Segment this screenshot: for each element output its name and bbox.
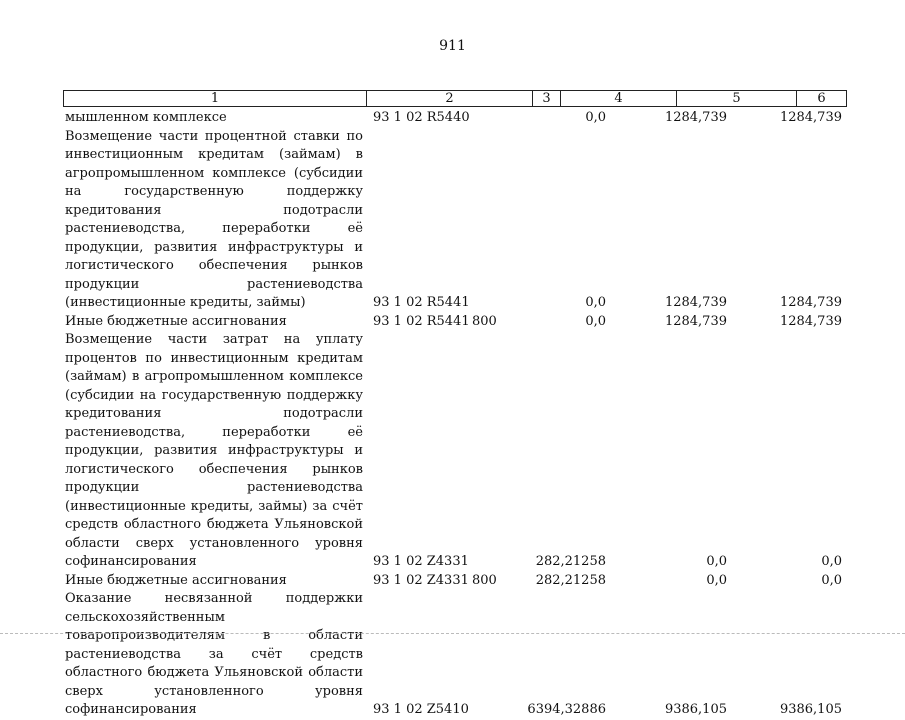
row-value-5: 1284,739 xyxy=(664,295,727,310)
row-description: Иные бюджетные ассигнования xyxy=(65,572,287,588)
scan-edge-line xyxy=(0,633,905,634)
header-col-1: 1 xyxy=(210,91,220,106)
row-code: 93 1 02 R5441 xyxy=(373,313,470,329)
row-value-6: 1284,739 xyxy=(779,313,842,329)
row-value-6: 1284,739 xyxy=(779,110,842,125)
header-col-4: 4 xyxy=(614,91,623,106)
row-value-5: 0,0 xyxy=(706,572,727,588)
header-col-6: 6 xyxy=(817,91,826,106)
table-body xyxy=(0,109,905,720)
row-value-4: 282,21258 xyxy=(535,572,606,588)
row-value-6: 0,0 xyxy=(821,554,842,569)
header-col-2: 2 xyxy=(445,91,454,106)
row-kind: 800 xyxy=(472,572,497,588)
row-value-4: 282,21258 xyxy=(535,554,606,569)
row-description: Оказание несвязанной поддержки сельскохозяйственным товаропроизводителям в области растениеводства за счёт средств областного бюджета Ульяновской области сверх установленного уровня софинансирования xyxy=(65,591,363,717)
row-value-4: 0,0 xyxy=(585,295,606,310)
row-code: 93 1 02 Z5410 xyxy=(373,702,469,717)
table-row xyxy=(0,331,905,572)
row-code: 93 1 02 Z4331 xyxy=(373,572,469,588)
row-value-5: 1284,739 xyxy=(664,110,727,125)
table-row xyxy=(0,590,905,720)
table-header xyxy=(63,90,847,107)
table-row xyxy=(0,109,905,128)
row-value-6: 9386,105 xyxy=(779,702,842,717)
row-description: Возмещение части затрат на уплату процентов по инвестиционным кредитам (займам) в агропромышленном комплексе (субсидии на государственную поддержку кредитования подотрасли растениеводства, переработки её продукции, развития инфраструктуры и логистического обеспечения рынков продукции растениеводства (инвестиционные кредиты, займы) за счёт средств областного бюджета Ульяновской области сверх установленного уровня софинансирования xyxy=(65,332,363,569)
row-value-5: 9386,105 xyxy=(664,702,727,717)
header-col-3: 3 xyxy=(542,91,551,106)
header-col-5: 5 xyxy=(732,91,741,106)
row-code: 93 1 02 R5441 xyxy=(373,295,470,310)
row-value-6: 0,0 xyxy=(821,572,842,588)
row-value-5: 1284,739 xyxy=(664,313,727,329)
row-value-5: 0,0 xyxy=(706,554,727,569)
row-description: Возмещение части процентной ставки по инвестиционным кредитам (займам) в агропромышленном комплексе (субсидии на государственную поддержку кредитования подотрасли растениеводства, переработки её продукции, развития инфраструктуры и логистического обеспечения рынков продукции растениеводства (инвестиционные кредиты, займы) xyxy=(65,128,363,310)
row-code: 93 1 02 Z4331 xyxy=(373,554,469,569)
row-code: 93 1 02 R5440 xyxy=(373,110,470,125)
row-kind: 800 xyxy=(472,313,497,329)
row-description: мышленном комплексе xyxy=(65,110,227,125)
row-value-4: 6394,32886 xyxy=(527,702,606,717)
table-row xyxy=(0,128,905,313)
row-description: Иные бюджетные ассигнования xyxy=(65,313,287,329)
table-row xyxy=(0,313,905,332)
row-value-4: 0,0 xyxy=(585,110,606,125)
row-value-6: 1284,739 xyxy=(779,295,842,310)
page-number: 911 xyxy=(439,38,466,54)
row-value-4: 0,0 xyxy=(585,313,606,329)
table-row xyxy=(0,572,905,591)
